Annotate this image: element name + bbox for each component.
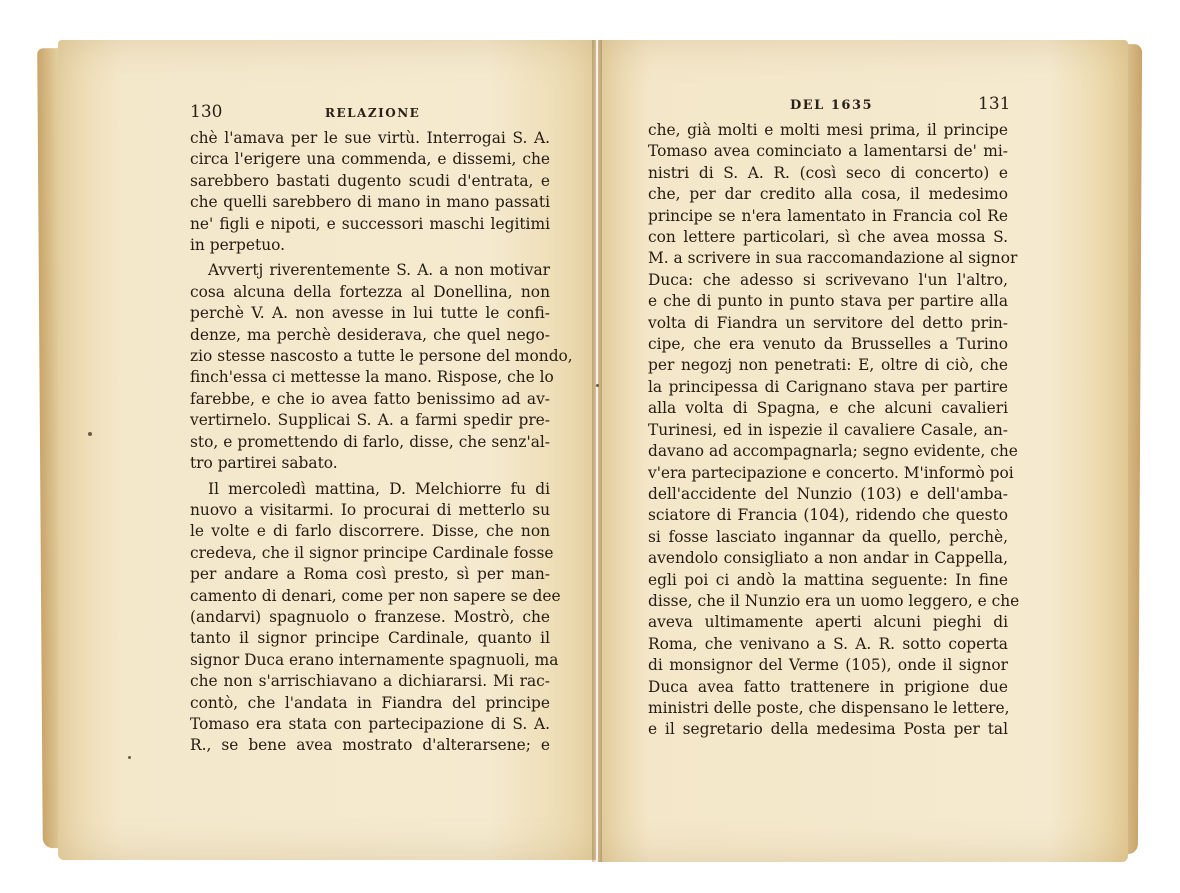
- text-line: circa l'erigere una commenda, e dissemi, che: [190, 150, 550, 169]
- paper-speck: [128, 756, 131, 759]
- text-line: camento di denari, come per non sapere se dee: [190, 586, 561, 605]
- text-line: nuovo a visitarmi. Io procurai di metterlo su: [190, 500, 550, 519]
- text-line: ministri delle poste, che dispensano le lettere,: [648, 698, 1010, 717]
- text-line: tanto il signor principe Cardinale, quanto il: [190, 629, 550, 648]
- text-line: davano ad accompagnarla; segno evidente, che: [648, 442, 1018, 461]
- text-line: che quelli sarebbero di mano in mano passati: [190, 193, 550, 212]
- text-line: zio stesse nascosto a tutte le persone del mondo,: [190, 347, 573, 366]
- text-line: volta di Fiandra un servitore del detto prin-: [648, 313, 1008, 332]
- left-page-body: [190, 128, 573, 757]
- text-line: dell'accidente del Nunzio (103) e dell'amba-: [648, 484, 1008, 503]
- text-line: la principessa di Carignano stava per partire: [648, 377, 1008, 396]
- text-line: nistri di S. A. R. (così seco di concerto) e: [648, 163, 1008, 182]
- text-line: Turinesi, ed in ispezie il cavaliere Casale, an-: [648, 420, 1008, 439]
- right-page-number: 131: [978, 94, 1011, 114]
- text-line: sciatore di Francia (104), ridendo che questo: [648, 506, 1008, 525]
- right-running-head: DEL 1635: [790, 98, 874, 113]
- text-line: Avvertj riverentemente S. A. a non motivar: [208, 261, 550, 280]
- text-line: principe se n'era lamentato in Francia col Re: [648, 206, 1008, 225]
- paper-speck: [88, 432, 92, 436]
- text-line: ne' figli e nipoti, e successori maschi legitimi: [190, 214, 550, 233]
- text-line: perchè V. A. non avesse in lui tutte le confi-: [190, 304, 550, 323]
- text-line: sarebbero bastati dugento scudi d'entrata, e: [190, 171, 550, 190]
- text-line: credeva, che il signor principe Cardinale fosse: [190, 543, 554, 562]
- paper-speck: [596, 384, 599, 387]
- text-line: che, già molti e molti mesi prima, il principe: [648, 121, 1008, 139]
- text-line: le volte e di farlo discorrere. Disse, che non: [190, 522, 550, 541]
- text-line: che, per dar credito alla cosa, il medesimo: [648, 185, 1008, 204]
- text-line: e che di punto in punto stava per partire alla: [648, 292, 1008, 311]
- text-line: si fosse lasciato ingannar da quello, perchè,: [648, 527, 1008, 546]
- text-line: e il segretario della medesima Posta per tal: [648, 720, 1008, 739]
- text-line: Roma, che venivano a S. A. R. sotto coperta: [648, 634, 1008, 653]
- text-line: denze, ma perchè desiderava, che quel nego-: [190, 325, 550, 344]
- text-line: M. a scrivere in sua raccomandazione al signor: [648, 249, 1018, 268]
- text-line: con lettere particolari, sì che avea mossa S.: [648, 228, 1008, 247]
- text-line: contò, che l'andata in Fiandra del principe: [190, 693, 550, 712]
- text-line: per negozj non penetrati: E, oltre di ciò, che: [648, 356, 1008, 375]
- text-line: Il mercoledì mattina, D. Melchiorre fu di: [208, 479, 550, 498]
- text-line: tro partirei sabato.: [190, 454, 338, 473]
- text-line: Tomaso era stata con partecipazione di S. A.: [190, 714, 550, 733]
- text-line: farebbe, e che io avea fatto benissimo ad av-: [190, 389, 550, 408]
- text-line: in perpetuo.: [190, 236, 285, 255]
- text-line: cipe, che era venuto da Brusselles a Turino: [648, 335, 1008, 354]
- text-line: finch'essa ci mettesse la mano. Rispose, che lo: [190, 368, 554, 387]
- text-line: disse, che il Nunzio era un uomo leggero, e che: [648, 591, 1020, 610]
- text-line: Tomaso avea cominciato a lamentarsi de' mi-: [648, 142, 1008, 161]
- text-line: chè l'amava per le sue virtù. Interrogai S. A.: [190, 129, 550, 147]
- text-line: per andare a Roma così presto, sì per man-: [190, 565, 550, 584]
- text-line: che non s'arrischiavano a dichiararsi. Mi rac-: [190, 672, 550, 691]
- book-gutter: [592, 40, 602, 862]
- left-running-head: RELAZIONE: [325, 106, 421, 120]
- text-line: alla volta di Spagna, e che alcuni cavalieri: [648, 399, 1008, 418]
- text-line: Duca avea fatto trattenere in prigione due: [648, 677, 1008, 696]
- text-line: signor Duca erano internamente spagnuoli, ma: [190, 650, 559, 669]
- text-line: vertirnelo. Supplicai S. A. a farmi spedir pre-: [190, 411, 550, 430]
- text-line: egli poi ci andò la mattina seguente: In fine: [648, 570, 1008, 589]
- text-line: avendolo consigliato a non andar in Cappella,: [648, 549, 1008, 568]
- text-line: di monsignor del Verme (105), onde il signor: [648, 656, 1008, 675]
- text-line: aveva ultimamente aperti alcuni pieghi di: [648, 613, 1008, 632]
- text-line: v'era partecipazione e concerto. M'informò poi: [648, 463, 1014, 482]
- left-page-number: 130: [190, 102, 223, 122]
- text-line: cosa alcuna della fortezza al Donellina, non: [190, 282, 550, 301]
- right-page-body: [648, 120, 1020, 741]
- text-line: R., se bene avea mostrato d'alterarsene; e: [190, 736, 550, 755]
- text-line: Duca: che adesso si scrivevano l'un l'altro,: [648, 270, 1008, 289]
- text-line: (andarvi) spagnuolo o franzese. Mostrò, che: [190, 607, 550, 626]
- text-line: sto, e promettendo di farlo, disse, che senz'al-: [190, 432, 550, 451]
